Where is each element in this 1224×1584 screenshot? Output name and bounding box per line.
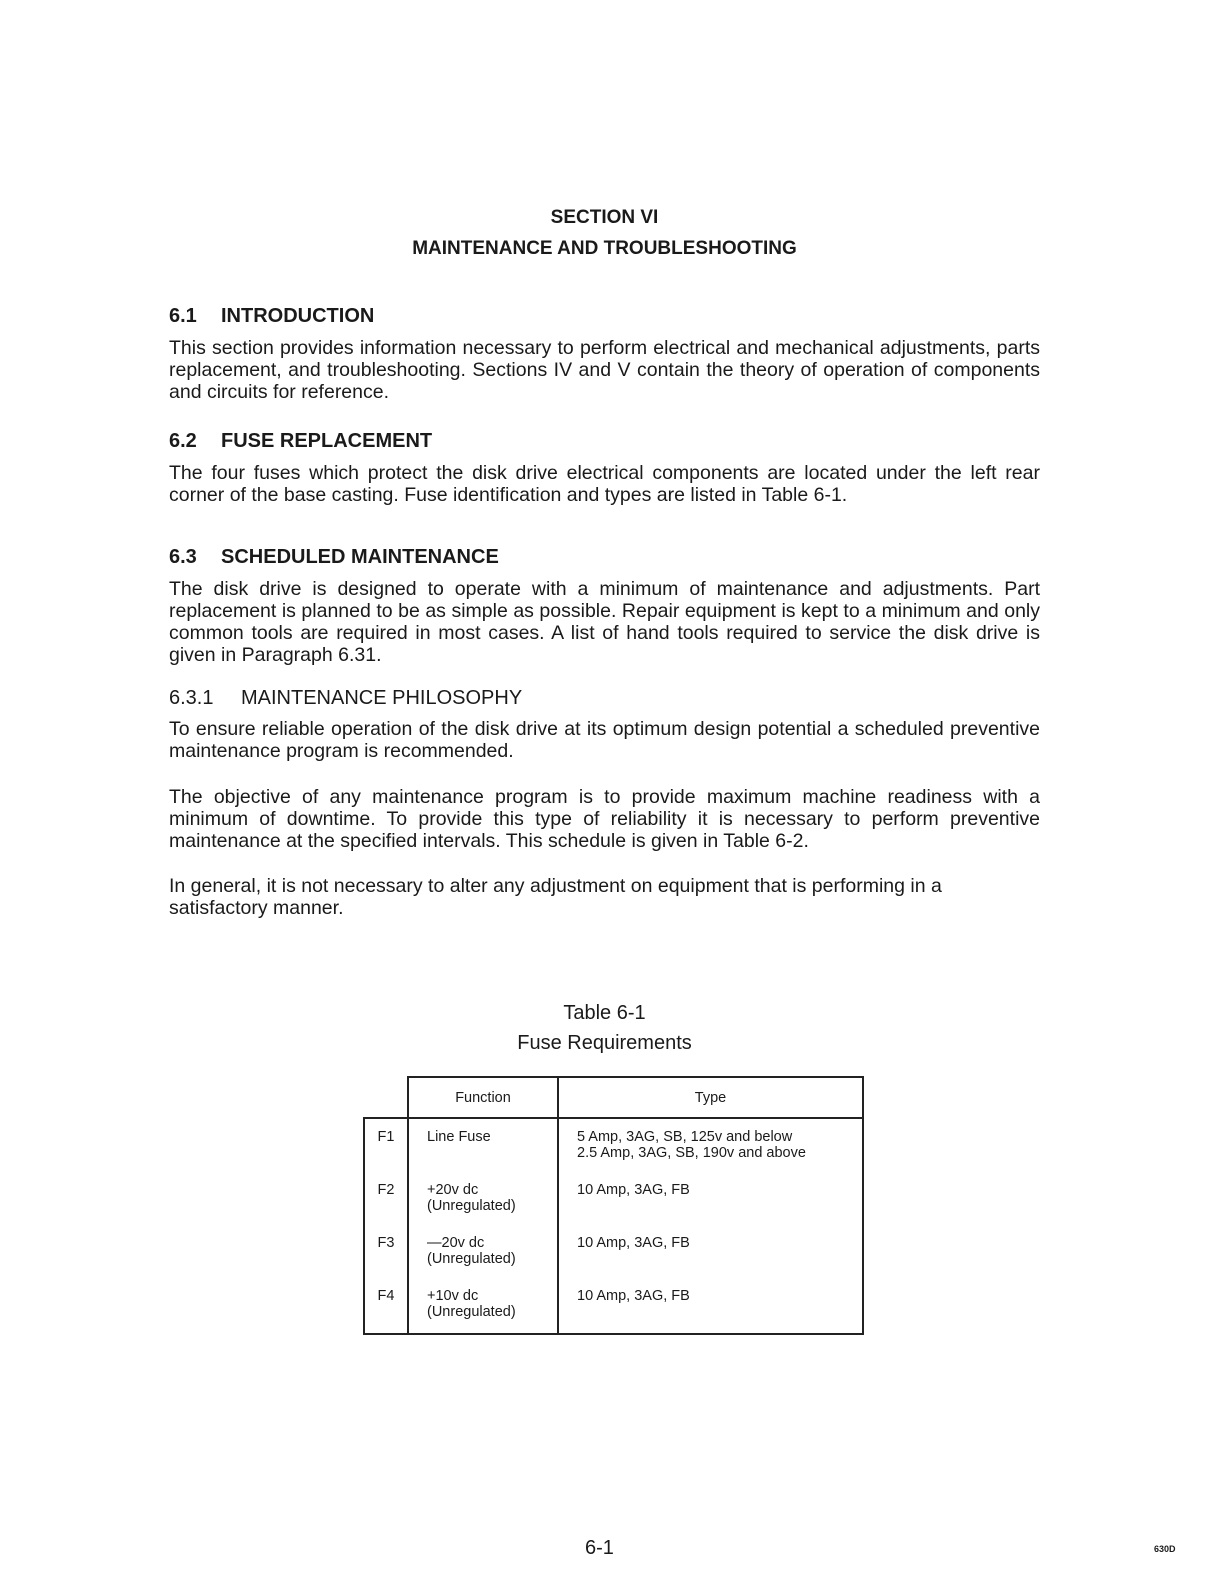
function-line-2: (Unregulated) — [427, 1304, 516, 1320]
fuse-function — [408, 1172, 558, 1225]
fuse-id: F1 — [364, 1118, 408, 1172]
fuse-requirements-table — [363, 1076, 864, 1335]
table-row — [364, 1225, 863, 1278]
section-title: SECTION VI — [550, 207, 659, 228]
fuse-id: F3 — [364, 1225, 408, 1278]
type-line-1: 10 Amp, 3AG, FB — [577, 1182, 690, 1198]
heading-6-3-1 — [169, 687, 522, 710]
fuse-function — [408, 1278, 558, 1334]
header-type: Type — [558, 1077, 863, 1118]
table-title: Fuse Requirements — [517, 1032, 692, 1054]
function-line-1: +20v dc — [427, 1182, 479, 1198]
type-line-1: 5 Amp, 3AG, SB, 125v and below — [577, 1129, 793, 1145]
function-line-1: Line Fuse — [427, 1129, 491, 1145]
heading-text: FUSE REPLACEMENT — [221, 430, 433, 452]
fuse-id: F4 — [364, 1278, 408, 1334]
table-header-row — [364, 1077, 863, 1118]
function-line-2: (Unregulated) — [427, 1198, 516, 1214]
fuse-type — [558, 1172, 863, 1225]
document-code: 630D — [1154, 1544, 1176, 1554]
fuse-function — [408, 1118, 558, 1172]
page-number: 6-1 — [585, 1537, 614, 1559]
type-line-1: 10 Amp, 3AG, FB — [577, 1235, 690, 1251]
paragraph-scheduled-maintenance: The disk drive is designed to operate with a minimum of maintenance and adjustments. Part replacement is planned to be as simple as possible. Repair equipment is kept to a minimum and only common tools are required in most cases. A list of hand tools required to service the disk drive is given in Paragraph 6.31. — [169, 578, 1040, 666]
paragraph-philosophy-1: To ensure reliable operation of the disk drive at its optimum design potential a scheduled preventive maintenance program is recommended. — [169, 718, 1040, 762]
fuse-id: F2 — [364, 1172, 408, 1225]
function-line-2: (Unregulated) — [427, 1251, 516, 1267]
table-row — [364, 1278, 863, 1334]
fuse-function — [408, 1225, 558, 1278]
function-line-1: —20v dc — [427, 1235, 485, 1251]
paragraph-fuse-replacement: The four fuses which protect the disk drive electrical components are located under the left rear corner of the base casting. Fuse identification and types are listed in Table 6-1. — [169, 462, 1040, 506]
heading-number: 6.1 — [169, 305, 197, 327]
table-row — [364, 1172, 863, 1225]
header-blank-cell — [364, 1077, 408, 1118]
fuse-type — [558, 1278, 863, 1334]
heading-number: 6.2 — [169, 430, 197, 452]
type-line-2: 2.5 Amp, 3AG, SB, 190v and above — [577, 1145, 806, 1161]
paragraph-philosophy-3: In general, it is not necessary to alter any adjustment on equipment that is performing in a satisfactory manner. — [169, 875, 942, 919]
paragraph-philosophy-2: The objective of any maintenance program is to provide maximum machine readiness with a minimum of downtime. To provide this type of reliability it is necessary to perform preventive maintenance at the specified intervals. This schedule is given in Table 6-2. — [169, 786, 1040, 852]
heading-text: SCHEDULED MAINTENANCE — [221, 546, 499, 568]
section-subtitle: MAINTENANCE AND TROUBLESHOOTING — [412, 238, 797, 259]
heading-6-3 — [169, 546, 499, 569]
heading-number: 6.3.1 — [169, 687, 214, 709]
header-function: Function — [408, 1077, 558, 1118]
table-row — [364, 1118, 863, 1172]
heading-text: MAINTENANCE PHILOSOPHY — [241, 687, 523, 709]
heading-6-1 — [169, 305, 374, 328]
function-line-1: +10v dc — [427, 1288, 479, 1304]
fuse-type — [558, 1118, 863, 1172]
heading-number: 6.3 — [169, 546, 197, 568]
paragraph-introduction: This section provides information necessary to perform electrical and mechanical adjustments, parts replacement, and troubleshooting. Sections IV and V contain the theory of operation of components and circuits for reference. — [169, 337, 1040, 403]
type-line-1: 10 Amp, 3AG, FB — [577, 1288, 690, 1304]
heading-6-2 — [169, 430, 432, 453]
fuse-type — [558, 1225, 863, 1278]
heading-text: INTRODUCTION — [221, 305, 375, 327]
table-caption: Table 6-1 — [563, 1002, 646, 1024]
